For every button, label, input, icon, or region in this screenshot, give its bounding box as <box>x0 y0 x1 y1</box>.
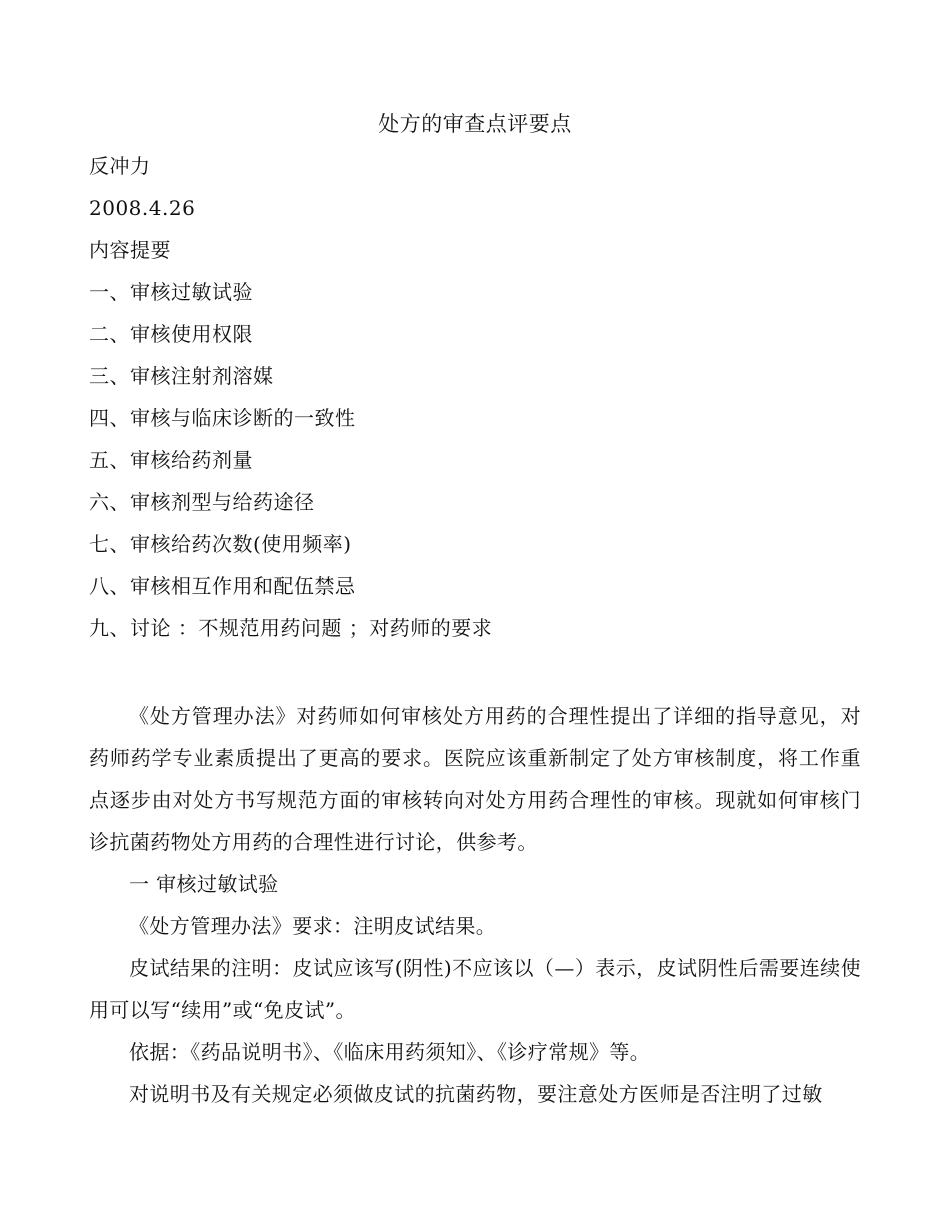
body-paragraph: 皮试结果的注明：皮试应该写(阴性)不应该以（—）表示，皮试阴性后需要连续使用可以写“续用”或“免皮试”。 <box>89 956 861 1022</box>
toc-heading: 内容提要 <box>89 238 171 262</box>
toc-item: 七、审核给药次数(使用频率) <box>89 532 352 556</box>
toc-item: 八、审核相互作用和配伍禁忌 <box>89 574 356 598</box>
section-heading: 一 审核过敏试验 <box>129 872 279 896</box>
intro-paragraph: 《处方管理办法》对药师如何审核处方用药的合理性提出了详细的指导意见，对药师药学专业素质提出了更高的要求。医院应该重新制定了处方审核制度，将工作重点逐步由对处方书写规范方面的审核转向对处方用药合理性的审核。现就如何审核门诊抗菌药物处方用药的合理性进行讨论，供参考。 <box>89 704 861 854</box>
author-line: 反冲力 <box>89 154 151 178</box>
toc-list <box>89 278 492 656</box>
document-title: 处方的审查点评要点 <box>378 112 572 136</box>
body-paragraph: 依据：《药品说明书》、《临床用药须知》、《诊疗常规》等。 <box>129 1040 651 1064</box>
date-line: 2008.4.26 <box>89 196 196 220</box>
toc-item: 二、审核使用权限 <box>89 322 253 346</box>
body-text <box>89 695 861 1115</box>
toc-item: 五、审核给药剂量 <box>89 448 253 472</box>
body-paragraph: 《处方管理办法》要求：注明皮试结果。 <box>129 914 497 938</box>
toc-item: 三、审核注射剂溶媒 <box>89 364 274 388</box>
toc-item: 六、审核剂型与给药途径 <box>89 490 315 514</box>
body-paragraph: 对说明书及有关规定必须做皮试的抗菌药物，要注意处方医师是否注明了过敏 <box>129 1082 823 1106</box>
toc-item: 九、讨论 ：不规范用药问题 ；对药师的要求 <box>89 616 493 640</box>
toc-item: 四、审核与临床诊断的一致性 <box>89 406 356 430</box>
toc-item: 一、审核过敏试验 <box>89 280 253 304</box>
